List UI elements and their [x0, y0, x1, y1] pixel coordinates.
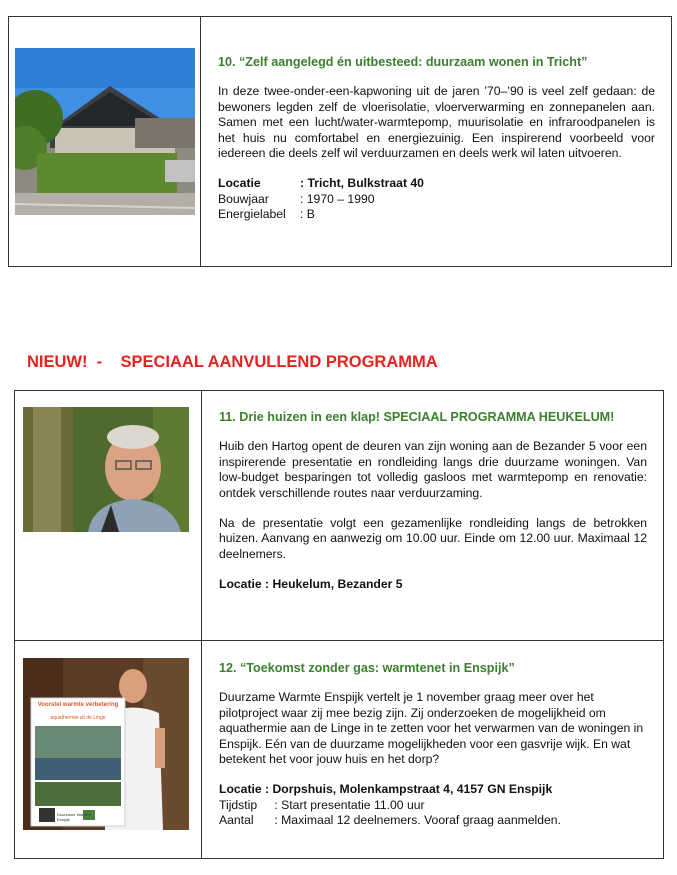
meta-value: : Dorpshuis, Molenkampstraat 4, 4157 GN Enspijk: [261, 782, 553, 797]
card-divider: [201, 391, 202, 858]
entry-body: [219, 410, 647, 593]
meta-row-energylabel: [218, 207, 655, 222]
meta-label: Locatie: [218, 176, 261, 191]
entry-meta: [219, 782, 647, 828]
meta-label: Locatie: [219, 577, 262, 592]
entry-title: 12. “Toekomst zonder gas: warmtenet in Enspijk”: [219, 661, 515, 675]
meta-row-count: [219, 813, 647, 828]
poster-footer: Duurzame Warmte Enspijk: [57, 812, 91, 822]
meta-row-time: [219, 798, 647, 813]
entry-body: [218, 55, 655, 223]
entry-title: 11. Drie huizen in een klap! SPECIAAL PROGRAMMA HEUKELUM!: [219, 410, 615, 424]
meta-value: : Maximaal 12 deelnemers. Vooraf graag aanmelden.: [271, 813, 561, 828]
meta-value: : B: [300, 207, 315, 222]
meta-label: Energielabel: [218, 207, 286, 222]
entry-body: [219, 661, 647, 829]
meta-label: Tijdstip: [219, 797, 258, 812]
entry-paragraph: In deze twee-onder-een-kapwoning uit de jaren ’70–’90 is veel zelf gedaan: de bewoners legden zelf de vloerisolatie, vloerverwarming en zonnepanelen aan. Samen met een lucht/water-warmtepomp, muurisolatie en infraroodpanelen is het huis nu comfortabel en energiezuinig. Een inspirerend voorbeeld voor iedereen die deels zelf wil verduurzamen en deels werk wil laten uitvoeren.: [218, 84, 655, 161]
meta-label: Aantal: [219, 813, 254, 828]
poster-heading: Voorstel warmte verbetering: [37, 702, 119, 708]
poster-photo: [23, 658, 189, 830]
meta-row-buildyear: [218, 192, 655, 207]
meta-row-location: [219, 782, 647, 797]
portrait-photo: [23, 407, 189, 532]
entry-paragraph: Na de presentatie volgt een gezamenlijke rondleiding langs de betrokken huizen. Aanvang en aanwezig om 10.00 uur. Einde om 12.00 uur. Maximaal 12 deelnemers.: [219, 516, 647, 561]
poster-subtitle: aquathermie uit de Linge: [50, 715, 106, 721]
entry-meta: [219, 577, 647, 592]
meta-label: Bouwjaar: [218, 191, 269, 206]
announcement-line-1: NIEUW! - SPECIAAL AANVULLEND PROGRAMMA: [27, 353, 438, 371]
meta-row-location: [219, 577, 647, 592]
meta-value: : 1970 – 1990: [300, 191, 375, 206]
meta-label: Locatie: [219, 782, 262, 797]
entry-title: 10. “Zelf aangelegd én uitbesteed: duurzaam wonen in Tricht”: [218, 55, 588, 69]
entry-meta: [218, 176, 655, 222]
entry-paragraph: Duurzame Warmte Enspijk vertelt je 1 november graag meer over het pilotproject waar zij mee bezig zijn. Zij onderzoeken de mogelijkheid om aquathermie aan de Linge in te zetten voor het verwarmen van de woningen in Enspijk. Eén van de duurzame mogelijkheden voor een gasvrije wijk. En wat betekent het voor jouw huis en het dorp?: [219, 690, 644, 767]
entry-paragraph: Huib den Hartog opent de deuren van zijn woning aan de Bezander 5 voor een inspirerende presentatie en rondleiding langs drie duurzame woningen. Van low-budget besparingen tot volledig gasloos met warmtepomp en renovatie: ontdek verschillende routes naar verduurzaming.: [219, 439, 647, 500]
meta-row-location: [218, 176, 655, 191]
entry-card-10: [8, 16, 672, 267]
card-row-separator: [15, 640, 663, 641]
entry-card-group: [14, 390, 664, 859]
house-photo: [15, 48, 195, 215]
meta-value: : Heukelum, Bezander 5: [261, 577, 403, 592]
meta-value: : Start presentatie 11.00 uur: [271, 797, 425, 812]
meta-value: : Tricht, Bulkstraat 40: [300, 176, 424, 191]
card-divider: [200, 17, 201, 266]
